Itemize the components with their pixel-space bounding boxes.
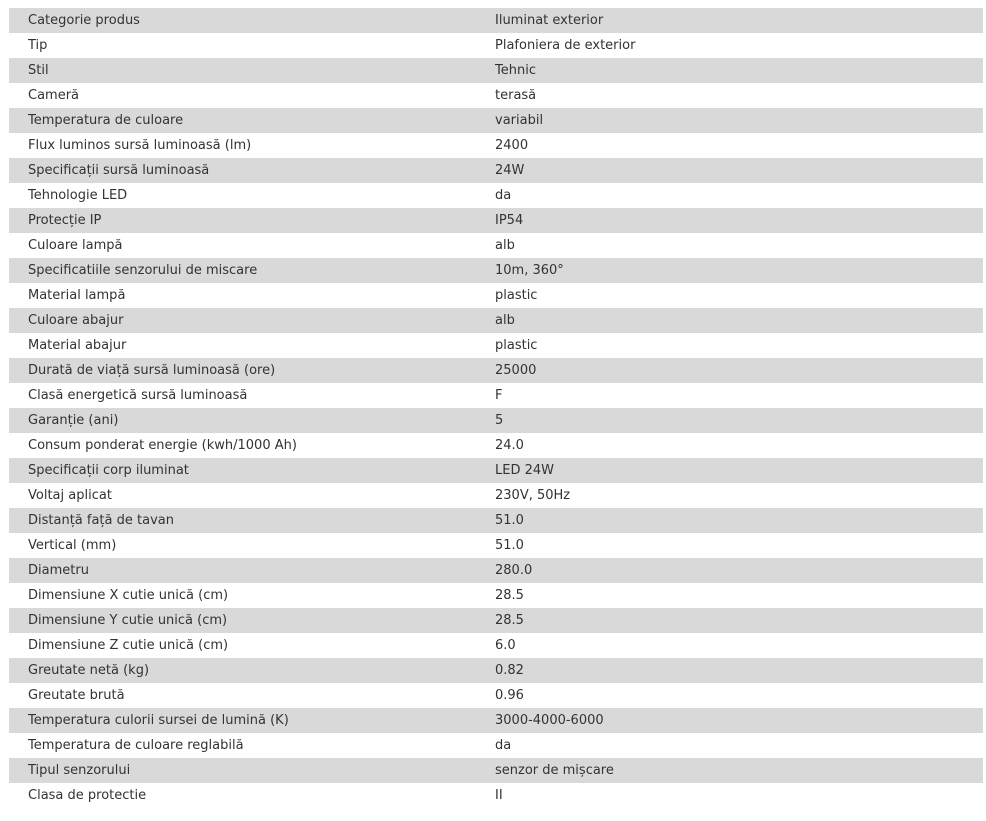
spec-row — [9, 583, 983, 608]
spec-value: IP54 — [476, 208, 983, 233]
spec-value: 280.0 — [476, 558, 983, 583]
spec-value: 230V, 50Hz — [495, 488, 571, 503]
spec-row — [9, 683, 983, 708]
spec-row — [9, 8, 983, 33]
spec-value: 10m, 360° — [476, 258, 983, 283]
spec-row — [9, 208, 983, 233]
spec-label: Greutate netă (kg) — [9, 658, 476, 683]
spec-row — [9, 733, 983, 758]
spec-value: plastic — [495, 338, 538, 353]
spec-row — [9, 608, 983, 633]
spec-value: 25000 — [476, 358, 983, 383]
spec-label: Cameră — [28, 88, 80, 103]
spec-label: Dimensiune X cutie unică (cm) — [28, 588, 229, 603]
specifications-body — [9, 8, 983, 808]
spec-value: 24W — [476, 158, 983, 183]
spec-value: alb — [495, 238, 515, 253]
spec-label: Culoare abajur — [9, 308, 476, 333]
spec-value: Tehnic — [476, 58, 983, 83]
spec-row — [9, 108, 983, 133]
spec-value: plastic — [495, 288, 538, 303]
spec-label: Specificații sursă luminoasă — [9, 158, 476, 183]
spec-label: Clasă energetică sursă luminoasă — [28, 388, 248, 403]
spec-value: LED 24W — [476, 458, 983, 483]
spec-row — [9, 258, 983, 283]
spec-value: Plafoniera de exterior — [495, 38, 636, 53]
spec-label: Specificatiile senzorului de miscare — [9, 258, 476, 283]
spec-label: Flux luminos sursă luminoasă (lm) — [28, 138, 252, 153]
spec-label: Durată de viață sursă luminoasă (ore) — [9, 358, 476, 383]
spec-label: Temperatura culorii sursei de lumină (K) — [9, 708, 476, 733]
spec-value: 51.0 — [495, 538, 524, 553]
spec-row — [9, 533, 983, 558]
spec-label: Tehnologie LED — [28, 188, 128, 203]
spec-label: Tipul senzorului — [9, 758, 476, 783]
spec-value: 28.5 — [495, 588, 524, 603]
spec-row — [9, 333, 983, 358]
spec-label: Tip — [28, 38, 48, 53]
spec-row — [9, 508, 983, 533]
spec-row — [9, 58, 983, 83]
spec-value: alb — [476, 308, 983, 333]
spec-row — [9, 383, 983, 408]
spec-row — [9, 183, 983, 208]
spec-label: Clasa de protectie — [28, 788, 147, 803]
spec-label: Temperatura de culoare reglabilă — [28, 738, 244, 753]
spec-row — [9, 483, 983, 508]
spec-label: Protecție IP — [9, 208, 476, 233]
spec-row — [9, 158, 983, 183]
spec-value: F — [495, 388, 503, 403]
spec-value: 28.5 — [476, 608, 983, 633]
spec-row — [9, 658, 983, 683]
spec-label: Culoare lampă — [28, 238, 123, 253]
spec-label: Greutate brută — [28, 688, 125, 703]
spec-label: Stil — [9, 58, 476, 83]
spec-label: Distanță față de tavan — [9, 508, 476, 533]
spec-label: Voltaj aplicat — [28, 488, 112, 503]
spec-label: Diametru — [9, 558, 476, 583]
specifications-table — [9, 8, 983, 808]
spec-row — [9, 308, 983, 333]
spec-value: 0.82 — [476, 658, 983, 683]
spec-label: Specificații corp iluminat — [9, 458, 476, 483]
spec-row — [9, 358, 983, 383]
spec-label: Material lampă — [28, 288, 126, 303]
spec-value: II — [495, 788, 503, 803]
spec-row — [9, 558, 983, 583]
spec-label: Vertical (mm) — [28, 538, 117, 553]
spec-row — [9, 408, 983, 433]
spec-value: 51.0 — [476, 508, 983, 533]
spec-label: Material abajur — [28, 338, 127, 353]
spec-label: Temperatura de culoare — [9, 108, 476, 133]
spec-value: Iluminat exterior — [476, 8, 983, 33]
spec-label: Dimensiune Y cutie unică (cm) — [9, 608, 476, 633]
spec-row — [9, 83, 983, 108]
spec-row — [9, 283, 983, 308]
spec-value: da — [495, 738, 512, 753]
spec-value: da — [495, 188, 512, 203]
spec-value: variabil — [476, 108, 983, 133]
spec-label: Dimensiune Z cutie unică (cm) — [28, 638, 229, 653]
spec-value: 0.96 — [495, 688, 524, 703]
spec-value: 6.0 — [495, 638, 516, 653]
spec-value: 2400 — [495, 138, 529, 153]
spec-row — [9, 433, 983, 458]
spec-row — [9, 33, 983, 58]
spec-row — [9, 633, 983, 658]
spec-row — [9, 758, 983, 783]
spec-value: 24.0 — [495, 438, 524, 453]
spec-value: terasă — [495, 88, 537, 103]
spec-value: senzor de mișcare — [476, 758, 983, 783]
spec-label: Garanție (ani) — [9, 408, 476, 433]
spec-row — [9, 708, 983, 733]
spec-value: 3000-4000-6000 — [476, 708, 983, 733]
spec-row — [9, 458, 983, 483]
spec-row — [9, 133, 983, 158]
spec-value: 5 — [476, 408, 983, 433]
spec-row — [9, 783, 983, 808]
spec-label: Consum ponderat energie (kwh/1000 Ah) — [28, 438, 297, 453]
spec-label: Categorie produs — [9, 8, 476, 33]
spec-row — [9, 233, 983, 258]
